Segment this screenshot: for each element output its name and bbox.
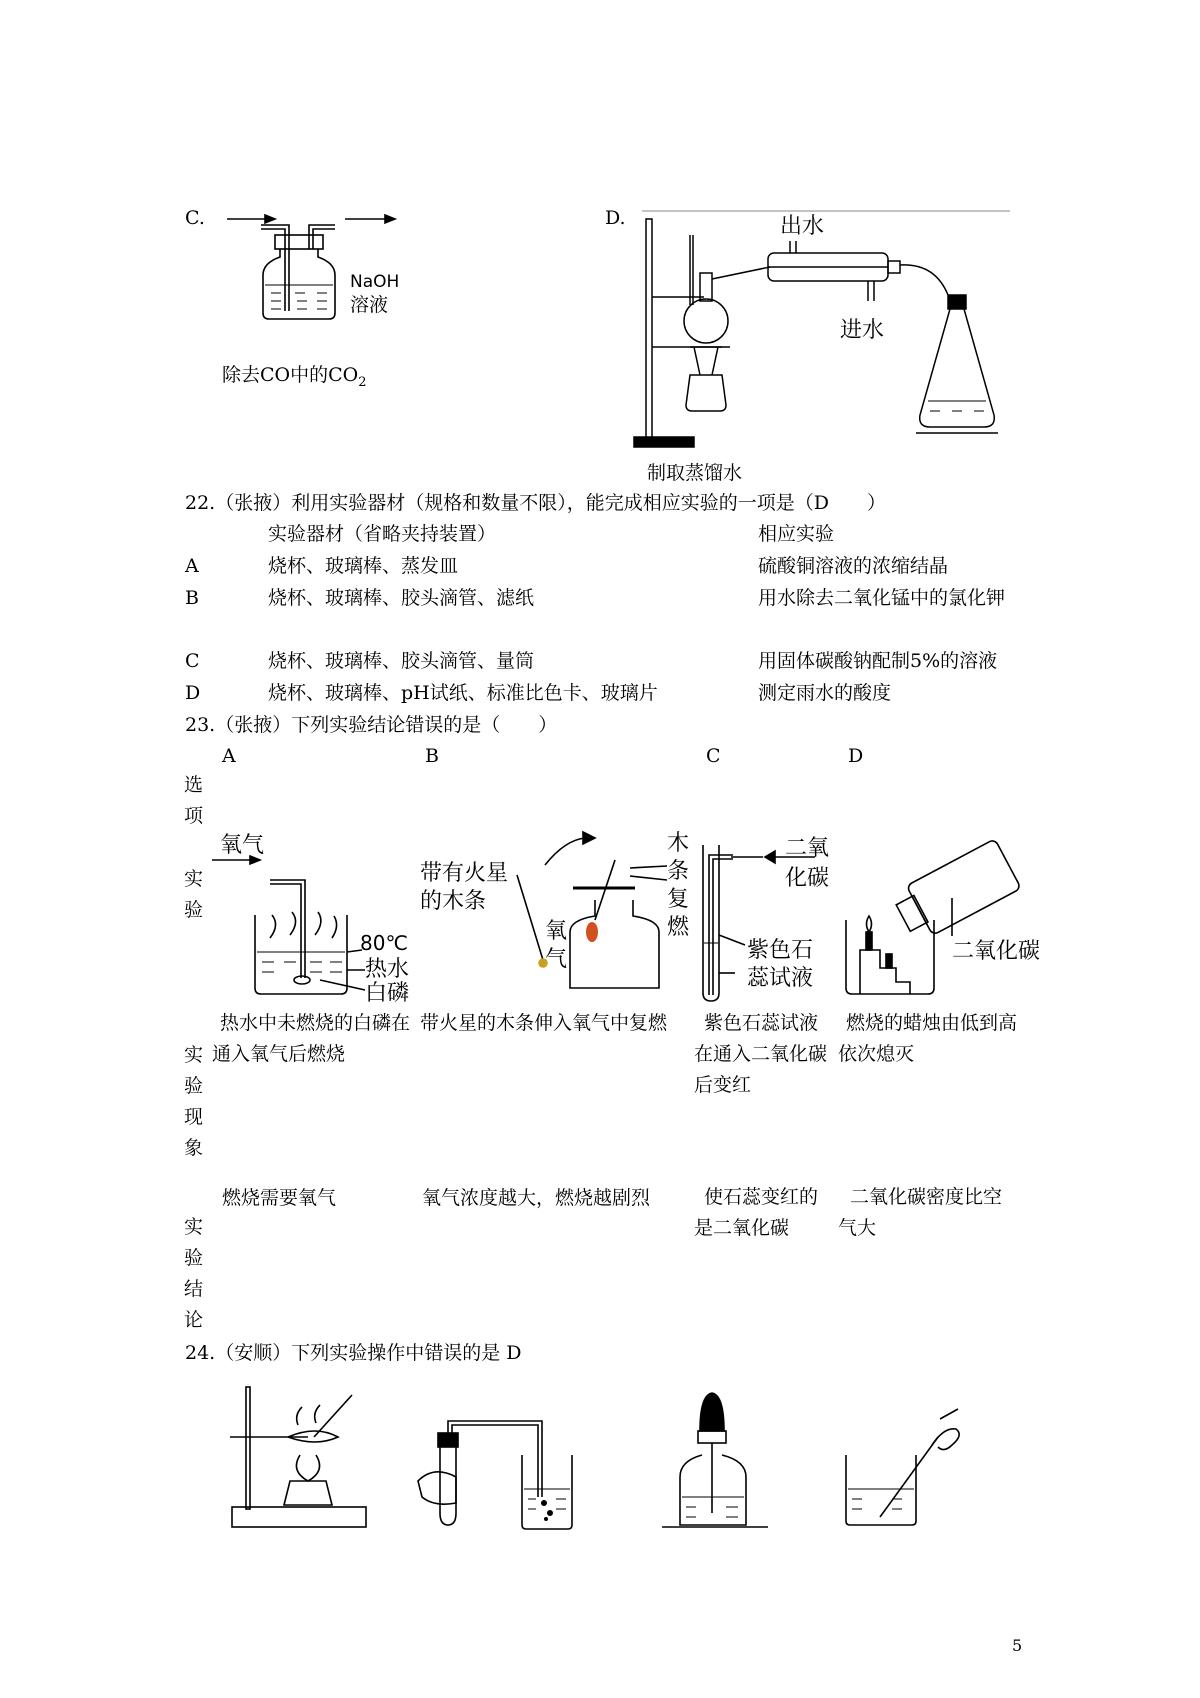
q22-row-d-letter: D (185, 682, 201, 704)
caption-text: 除去CO中的CO (222, 364, 359, 386)
q23-phenomenon-b: 带火星的木条伸入氧气中复燃 (420, 1012, 668, 1034)
carbon-dioxide-label-d: 二氧化碳 (952, 939, 1041, 964)
distillation-apparatus-diagram (630, 205, 1010, 455)
question-24-stem: 24.（安顺）下列实验操作中错误的是 D (185, 1342, 522, 1364)
white-phosphorus-label: 白磷 (365, 981, 410, 1006)
carbon-dioxide-label-c-2: 化碳 (785, 866, 830, 891)
relit-label-4: 燃 (667, 915, 690, 940)
q22-row-c-equipment: 烧杯、玻璃棒、胶头滴管、量筒 (268, 650, 535, 672)
oxygen-label-b-2: 气 (545, 947, 568, 972)
temperature-label: 80℃ (360, 931, 408, 955)
q23-conclusion-d: 二氧化碳密度比空气大 (838, 1186, 1003, 1239)
question-22-stem: 22.（张掖）利用实验器材（规格和数量不限），能完成相应实验的一项是（D ） (185, 492, 886, 514)
caption-subscript: 2 (358, 374, 367, 390)
q23-col-d-letter: D (848, 745, 864, 767)
glowing-splint-label-1: 带有火星 (420, 861, 509, 886)
gas-washing-bottle-diagram (225, 205, 425, 325)
q22-row-c-experiment: 用固体碳酸钠配制5%的溶液 (758, 650, 998, 672)
q22-row-b-experiment: 用水除去二氧化锰中的氯化钾 (758, 587, 1006, 609)
airtightness-check-diagram (410, 1385, 580, 1535)
q22-row-a-experiment: 硫酸铜溶液的浓缩结晶 (758, 555, 949, 577)
page-number: 5 (1012, 1636, 1023, 1655)
q22-header-experiment: 相应实验 (758, 523, 835, 545)
hot-water-label: 热水 (365, 957, 410, 982)
q23-row-label-phenomenon: 实验现象 (184, 1044, 204, 1159)
option-c-letter: C. (185, 207, 205, 229)
q23-col-a-letter: A (222, 745, 236, 767)
reagent-solution: 溶液 (350, 294, 389, 316)
relit-label-3: 复 (667, 887, 690, 912)
q22-row-b-letter: B (185, 587, 199, 609)
carbon-dioxide-label-c-1: 二氧 (785, 836, 830, 861)
q23-conclusion-c: 使石蕊变红的是二氧化碳 (694, 1186, 819, 1239)
stirring-beaker-diagram (840, 1385, 970, 1535)
relit-label-1: 木 (667, 831, 690, 856)
q22-row-c-letter: C (185, 650, 200, 672)
evaporation-setup-diagram (228, 1385, 378, 1535)
q23-phenomenon-a: 热水中未燃烧的白磷在通入氧气后燃烧 (212, 1012, 411, 1065)
q23-conclusion-b: 氧气浓度越大，燃烧越剧烈 (422, 1187, 651, 1209)
q22-row-d-experiment: 测定雨水的酸度 (758, 682, 892, 704)
oxygen-label-b-1: 氧 (545, 919, 568, 944)
q23-row-label-experiment: 实验 (184, 868, 204, 921)
q23-conclusion-a: 燃烧需要氧气 (222, 1187, 337, 1209)
q22-row-d-equipment: 烧杯、玻璃棒、pH试纸、标准比色卡、玻璃片 (268, 682, 658, 704)
white-phosphorus-diagram (210, 830, 410, 1006)
glowing-splint-diagram (405, 820, 690, 1000)
q23-phenomenon-d: 燃烧的蜡烛由低到高依次熄灭 (838, 1012, 1018, 1065)
oxygen-label-a: 氧气 (220, 833, 265, 858)
litmus-label-1: 紫色石 (747, 938, 814, 963)
reagent-naoh: NaOH (350, 272, 400, 292)
glowing-splint-label-2: 的木条 (420, 889, 487, 914)
q22-header-equipment: 实验器材（省略夹持装置） (268, 523, 497, 545)
q22-row-b-equipment: 烧杯、玻璃棒、胶头滴管、滤纸 (268, 587, 535, 609)
water-out-label: 出水 (780, 214, 825, 239)
q23-row-label-option: 选项 (184, 774, 204, 827)
option-c-caption (222, 362, 367, 396)
q23-row-label-conclusion: 实验结论 (184, 1216, 204, 1331)
water-in-label: 进水 (840, 318, 885, 343)
dropper-bottle-diagram (660, 1385, 770, 1535)
q22-row-a-letter: A (185, 555, 199, 577)
option-d-caption: 制取蒸馏水 (647, 462, 743, 484)
litmus-label-2: 蕊试液 (747, 966, 814, 991)
option-d-letter: D. (605, 207, 626, 229)
q23-col-b-letter: B (425, 745, 439, 767)
candle-staircase-diagram (840, 820, 1040, 1000)
relit-label-2: 条 (667, 859, 690, 884)
q23-phenomenon-c: 紫色石蕊试液在通入二氧化碳后变红 (694, 1012, 828, 1096)
q23-col-c-letter: C (706, 745, 721, 767)
question-23-stem: 23.（张掖）下列实验结论错误的是（ ） (185, 714, 558, 736)
q22-row-a-equipment: 烧杯、玻璃棒、蒸发皿 (268, 555, 459, 577)
